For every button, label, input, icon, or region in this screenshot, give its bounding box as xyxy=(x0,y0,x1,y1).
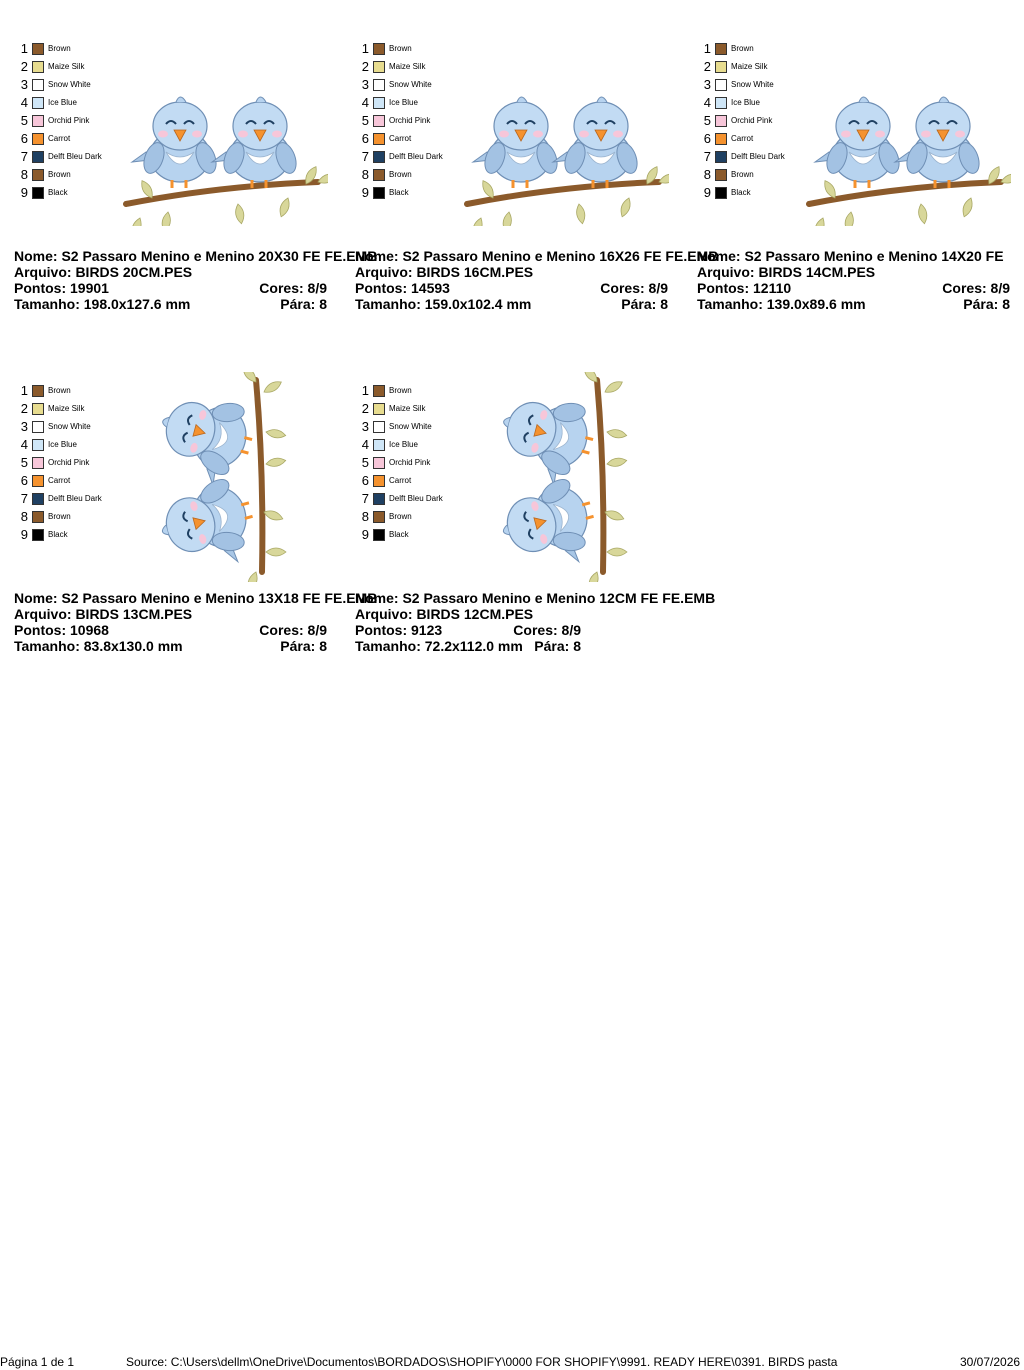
color-swatch xyxy=(32,511,44,523)
color-name: Brown xyxy=(389,44,412,53)
page-footer xyxy=(0,1354,1024,1370)
design-block-3 xyxy=(697,16,1021,326)
color-swatch xyxy=(373,493,385,505)
color-swatch xyxy=(32,439,44,451)
color-name: Brown xyxy=(48,386,71,395)
design-info xyxy=(14,590,378,654)
color-number: 2 xyxy=(20,59,28,74)
color-number: 5 xyxy=(20,113,28,128)
design-file: Arquivo: BIRDS 13CM.PES xyxy=(14,606,193,622)
design-block-4 xyxy=(14,358,378,668)
design-stops: Pára: 8 xyxy=(534,638,581,654)
color-number: 5 xyxy=(361,113,369,128)
color-name: Brown xyxy=(389,386,412,395)
design-stops: Pára: 8 xyxy=(621,296,668,312)
design-points: Pontos: 9123 xyxy=(355,622,443,638)
color-number: 2 xyxy=(20,401,28,416)
color-name: Ice Blue xyxy=(48,98,77,107)
print-date: 30/07/2026 xyxy=(960,1355,1021,1369)
color-name: Delft Bleu Dark xyxy=(48,152,102,161)
color-name: Snow White xyxy=(731,80,774,89)
color-swatch xyxy=(373,133,385,145)
color-swatch xyxy=(373,115,385,127)
color-number: 4 xyxy=(20,95,28,110)
design-name: Nome: S2 Passaro Menino e Menino 16X26 FE FE.EMB xyxy=(355,248,719,264)
color-name: Delft Bleu Dark xyxy=(731,152,785,161)
color-number: 6 xyxy=(20,473,28,488)
color-number: 4 xyxy=(703,95,711,110)
color-number: 9 xyxy=(20,185,28,200)
color-number: 1 xyxy=(20,41,28,56)
color-swatch xyxy=(373,475,385,487)
color-number: 1 xyxy=(20,383,28,398)
color-number: 8 xyxy=(20,167,28,182)
color-number: 3 xyxy=(361,77,369,92)
design-name: Nome: S2 Passaro Menino e Menino 20X30 FE FE.EMB xyxy=(14,248,378,264)
color-swatch xyxy=(32,115,44,127)
color-number: 9 xyxy=(703,185,711,200)
page-number: Página 1 de 1 xyxy=(0,1355,75,1369)
color-swatch xyxy=(715,187,727,199)
color-name: Carrot xyxy=(389,134,412,143)
color-number: 9 xyxy=(20,527,28,542)
design-info xyxy=(355,248,719,312)
birds-on-branch-horizontal-icon xyxy=(459,86,669,226)
color-number: 6 xyxy=(361,131,369,146)
design-points: Pontos: 12110 xyxy=(697,280,792,296)
color-number: 1 xyxy=(361,383,369,398)
color-swatch xyxy=(32,475,44,487)
color-swatch xyxy=(373,457,385,469)
color-name: Orchid Pink xyxy=(48,116,90,125)
color-swatch xyxy=(32,79,44,91)
color-swatch xyxy=(32,421,44,433)
color-swatch xyxy=(32,169,44,181)
color-number: 5 xyxy=(703,113,711,128)
color-swatch xyxy=(32,151,44,163)
design-colors: Cores: 8/9 xyxy=(942,280,1010,296)
color-swatch xyxy=(373,403,385,415)
color-swatch xyxy=(373,79,385,91)
design-file: Arquivo: BIRDS 20CM.PES xyxy=(14,264,193,280)
color-number: 3 xyxy=(20,77,28,92)
color-name: Orchid Pink xyxy=(731,116,773,125)
color-name: Maize Silk xyxy=(389,404,426,413)
color-swatch xyxy=(715,97,727,109)
color-name: Ice Blue xyxy=(731,98,760,107)
color-name: Brown xyxy=(48,512,71,521)
design-stops: Pára: 8 xyxy=(280,296,327,312)
color-number: 3 xyxy=(361,419,369,434)
color-swatch xyxy=(373,151,385,163)
birds-on-branch-vertical-icon xyxy=(152,372,302,582)
color-number: 7 xyxy=(20,491,28,506)
color-name: Ice Blue xyxy=(389,98,418,107)
design-size: Tamanho: 159.0x102.4 mm xyxy=(355,296,532,312)
color-name: Orchid Pink xyxy=(389,116,431,125)
color-swatch xyxy=(373,61,385,73)
design-name: Nome: S2 Passaro Menino e Menino 14X20 FE xyxy=(697,248,1004,264)
design-points: Pontos: 14593 xyxy=(355,280,450,296)
color-name: Ice Blue xyxy=(48,440,77,449)
color-number: 7 xyxy=(20,149,28,164)
color-name: Snow White xyxy=(389,422,432,431)
birds-on-branch-horizontal-icon xyxy=(118,86,328,226)
design-points: Pontos: 19901 xyxy=(14,280,109,296)
color-name: Ice Blue xyxy=(389,440,418,449)
design-colors: Cores: 8/9 xyxy=(600,280,668,296)
color-name: Brown xyxy=(731,170,754,179)
color-number: 4 xyxy=(20,437,28,452)
color-number: 5 xyxy=(361,455,369,470)
color-swatch xyxy=(715,169,727,181)
color-name: Black xyxy=(48,188,68,197)
design-colors: Cores: 8/9 xyxy=(513,622,581,638)
design-size: Tamanho: 198.0x127.6 mm xyxy=(14,296,191,312)
color-name: Delft Bleu Dark xyxy=(389,494,443,503)
color-number: 2 xyxy=(361,401,369,416)
color-swatch xyxy=(373,511,385,523)
color-swatch xyxy=(373,529,385,541)
color-number: 8 xyxy=(361,509,369,524)
color-name: Black xyxy=(48,530,68,539)
color-name: Black xyxy=(731,188,751,197)
color-swatch xyxy=(32,61,44,73)
color-name: Snow White xyxy=(48,422,91,431)
color-number: 4 xyxy=(361,95,369,110)
color-name: Maize Silk xyxy=(48,62,85,71)
birds-on-branch-vertical-icon xyxy=(493,372,643,582)
color-number: 9 xyxy=(361,185,369,200)
color-swatch xyxy=(32,457,44,469)
color-number: 2 xyxy=(703,59,711,74)
color-name: Maize Silk xyxy=(731,62,768,71)
color-name: Brown xyxy=(731,44,754,53)
source-path: Source: C:\Users\dellm\OneDrive\Documentos\BORDADOS\SHOPIFY\0000 FOR SHOPIFY\9991. READY HERE\0391. BIRDS pasta xyxy=(126,1355,838,1369)
color-swatch xyxy=(373,385,385,397)
color-name: Carrot xyxy=(731,134,754,143)
design-info xyxy=(697,248,1010,312)
color-name: Brown xyxy=(389,512,412,521)
color-name: Maize Silk xyxy=(48,404,85,413)
color-name: Carrot xyxy=(48,134,71,143)
color-swatch xyxy=(715,61,727,73)
color-swatch xyxy=(32,403,44,415)
design-size: Tamanho: 72.2x112.0 mm xyxy=(355,638,523,654)
color-number: 7 xyxy=(703,149,711,164)
color-swatch xyxy=(715,115,727,127)
color-swatch xyxy=(373,169,385,181)
design-file: Arquivo: BIRDS 14CM.PES xyxy=(697,264,876,280)
design-block-5 xyxy=(355,358,755,668)
color-number: 8 xyxy=(703,167,711,182)
color-name: Carrot xyxy=(48,476,71,485)
color-swatch xyxy=(373,421,385,433)
color-name: Snow White xyxy=(48,80,91,89)
color-swatch xyxy=(373,187,385,199)
design-block-2 xyxy=(355,16,719,326)
color-swatch xyxy=(373,43,385,55)
color-number: 6 xyxy=(20,131,28,146)
color-name: Brown xyxy=(48,44,71,53)
color-swatch xyxy=(715,133,727,145)
color-number: 3 xyxy=(703,77,711,92)
design-size: Tamanho: 139.0x89.6 mm xyxy=(697,296,866,312)
color-swatch xyxy=(32,493,44,505)
color-swatch xyxy=(32,43,44,55)
color-swatch xyxy=(32,133,44,145)
color-swatch xyxy=(32,97,44,109)
color-number: 6 xyxy=(703,131,711,146)
color-swatch xyxy=(32,529,44,541)
color-number: 8 xyxy=(361,167,369,182)
color-swatch xyxy=(32,385,44,397)
color-name: Delft Bleu Dark xyxy=(389,152,443,161)
design-size: Tamanho: 83.8x130.0 mm xyxy=(14,638,183,654)
color-number: 9 xyxy=(361,527,369,542)
color-number: 1 xyxy=(361,41,369,56)
color-swatch xyxy=(373,97,385,109)
color-number: 2 xyxy=(361,59,369,74)
color-number: 7 xyxy=(361,149,369,164)
color-name: Maize Silk xyxy=(389,62,426,71)
color-name: Black xyxy=(389,188,409,197)
color-swatch xyxy=(373,439,385,451)
design-name: Nome: S2 Passaro Menino e Menino 13X18 FE FE.EMB xyxy=(14,590,378,606)
design-file: Arquivo: BIRDS 16CM.PES xyxy=(355,264,534,280)
design-colors: Cores: 8/9 xyxy=(259,280,327,296)
design-stops: Pára: 8 xyxy=(963,296,1010,312)
color-name: Orchid Pink xyxy=(48,458,90,467)
color-name: Orchid Pink xyxy=(389,458,431,467)
color-name: Black xyxy=(389,530,409,539)
color-swatch xyxy=(715,43,727,55)
design-points: Pontos: 10968 xyxy=(14,622,109,638)
color-name: Brown xyxy=(389,170,412,179)
design-colors: Cores: 8/9 xyxy=(259,622,327,638)
color-name: Brown xyxy=(48,170,71,179)
color-number: 6 xyxy=(361,473,369,488)
color-number: 7 xyxy=(361,491,369,506)
color-number: 8 xyxy=(20,509,28,524)
design-stops: Pára: 8 xyxy=(280,638,327,654)
color-number: 1 xyxy=(703,41,711,56)
color-number: 4 xyxy=(361,437,369,452)
color-swatch xyxy=(715,151,727,163)
design-name: Nome: S2 Passaro Menino e Menino 12CM FE FE.EMB xyxy=(355,590,716,606)
design-info xyxy=(14,248,378,312)
color-number: 3 xyxy=(20,419,28,434)
design-info xyxy=(355,590,716,654)
color-swatch xyxy=(715,79,727,91)
color-swatch xyxy=(32,187,44,199)
design-block-1 xyxy=(14,16,378,326)
birds-on-branch-horizontal-icon xyxy=(801,86,1011,226)
color-number: 5 xyxy=(20,455,28,470)
design-file: Arquivo: BIRDS 12CM.PES xyxy=(355,606,534,622)
color-name: Carrot xyxy=(389,476,412,485)
color-name: Snow White xyxy=(389,80,432,89)
color-name: Delft Bleu Dark xyxy=(48,494,102,503)
